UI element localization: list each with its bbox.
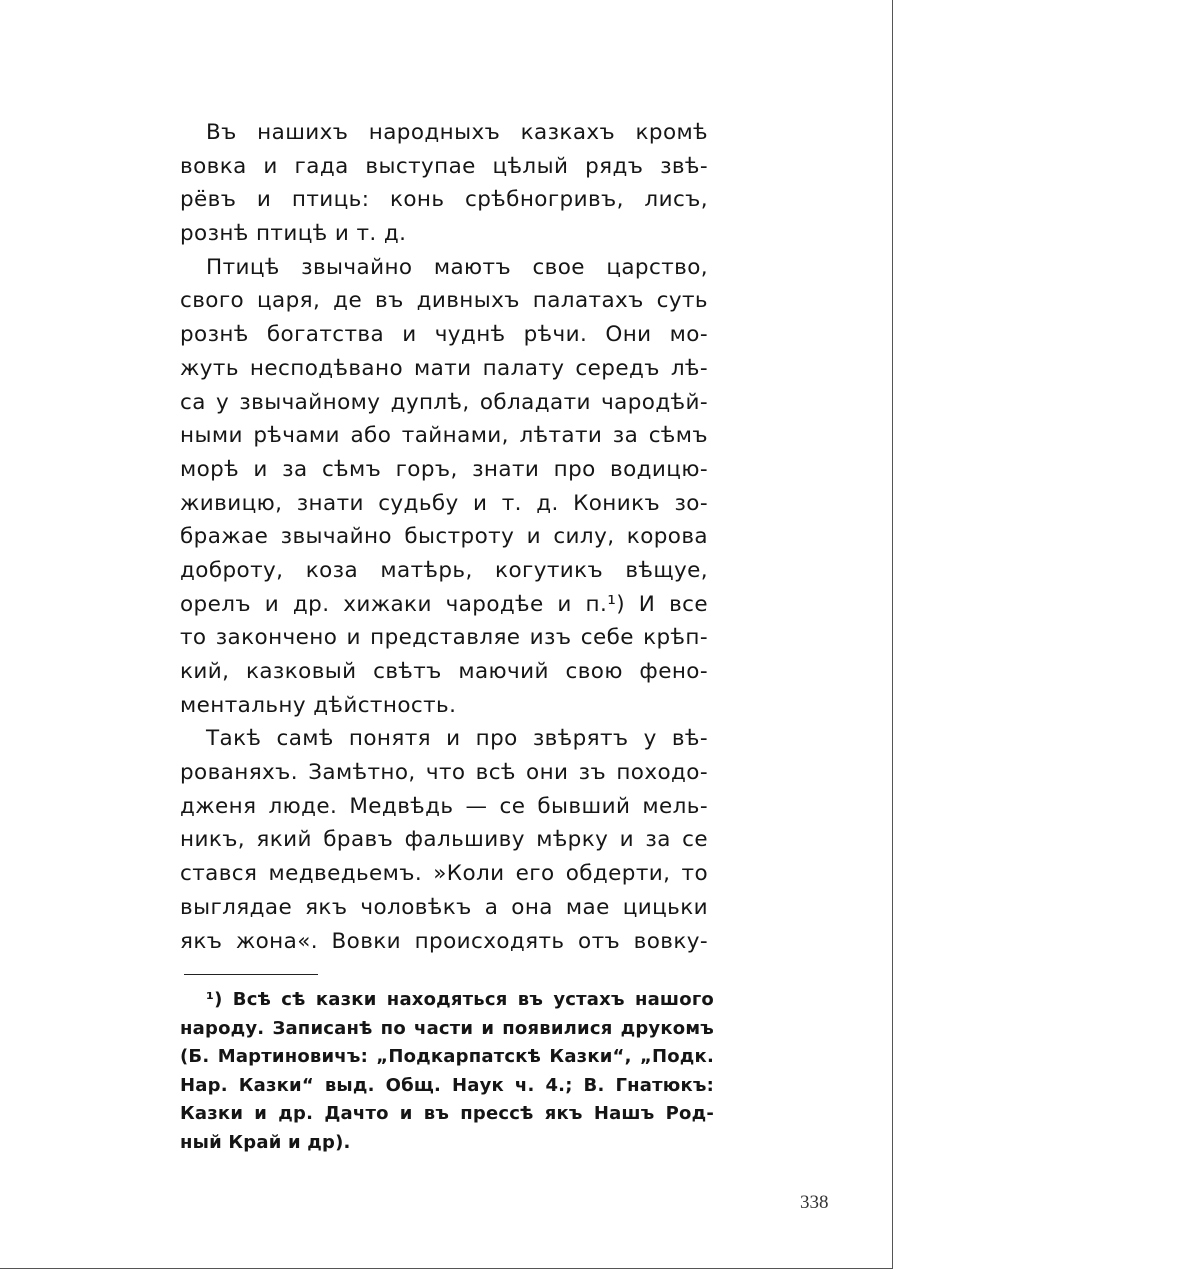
footnote-line: ¹) Всѣ сѣ казки находяться въ устахъ нашого bbox=[206, 989, 714, 1010]
page-number: 338 bbox=[800, 1192, 829, 1213]
text-line: рованяхъ. Замѣтно, что всѣ они зъ походо- bbox=[180, 760, 708, 786]
text-line: стався медведьемъ. »Коли его обдерти, то bbox=[180, 861, 708, 887]
text-line: никъ, який бравъ фальшиву мѣрку и за се bbox=[180, 827, 708, 853]
paragraph-1 bbox=[180, 116, 708, 251]
text-line: живицю, знати судьбу и т. д. Коникъ зо- bbox=[180, 490, 708, 516]
text-line: доброту, коза матѣрь, когутикъ вѣщуе, bbox=[180, 557, 708, 583]
footnote-line: ный Край и др). bbox=[180, 1131, 351, 1153]
text-line: Въ нашихъ народныхъ казкахъ кромѣ bbox=[206, 120, 708, 145]
footnote-line: Нар. Казки“ выд. Общ. Наук ч. 4.; В. Гнатюкъ: bbox=[180, 1074, 714, 1096]
paragraph-2 bbox=[180, 251, 708, 723]
text-line: ными рѣчами або тайнами, лѣтати за сѣмъ bbox=[180, 423, 708, 449]
footnote-divider bbox=[184, 974, 318, 975]
text-line: морѣ и за сѣмъ горъ, знати про водицю- bbox=[180, 456, 708, 482]
text-line: то закончено и представляе изъ себе крѣп- bbox=[180, 625, 708, 651]
text-line: дженя люде. Медвѣдь — се бывший мель- bbox=[180, 793, 708, 819]
text-line: свого царя, де въ дивныхъ палатахъ суть bbox=[180, 288, 708, 314]
footnote-line: (Б. Мартиновичъ: „Подкарпатскѣ Казки“, „Подк. bbox=[180, 1046, 714, 1067]
text-line: рознѣ богатства и чуднѣ рѣчи. Они мо- bbox=[180, 322, 708, 348]
text-line: рёвъ и птиць: конь срѣбногривъ, лисъ, bbox=[180, 187, 708, 213]
text-line: выглядае якъ чоловѣкъ а она мае цицьки bbox=[180, 894, 708, 920]
text-line: кий, казковый свѣтъ маючий свою фено- bbox=[180, 659, 708, 684]
text-line: рознѣ птицѣ и т. д. bbox=[180, 221, 407, 247]
footnote bbox=[180, 986, 714, 1157]
paragraph-3 bbox=[180, 722, 708, 958]
text-line: Такѣ самѣ понятя и про звѣрятъ у вѣ- bbox=[206, 726, 708, 752]
footnote-line: Казки и др. Дачто и въ прессѣ якъ Нашъ Род- bbox=[180, 1103, 714, 1124]
text-line: жуть несподѣвано мати палату середъ лѣ- bbox=[180, 355, 708, 381]
text-line: вовка и гада выступае цѣлый рядъ звѣ- bbox=[180, 153, 708, 179]
footnote-line: народу. Записанѣ по части и появилися друкомъ bbox=[180, 1017, 714, 1039]
main-text bbox=[180, 116, 708, 958]
text-line: Птицѣ звычайно маютъ свое царство, bbox=[206, 254, 708, 280]
text-line: якъ жона«. Вовки происходять отъ вовку- bbox=[180, 928, 708, 954]
text-line: бражае звычайно быстроту и силу, корова bbox=[180, 524, 708, 550]
text-line: ментальну дѣйстность. bbox=[180, 692, 457, 718]
text-line: са у звычайному дуплѣ, обладати чародѣй- bbox=[180, 389, 708, 415]
text-line: орелъ и др. хижаки чародѣе и п.¹) И все bbox=[180, 591, 708, 617]
